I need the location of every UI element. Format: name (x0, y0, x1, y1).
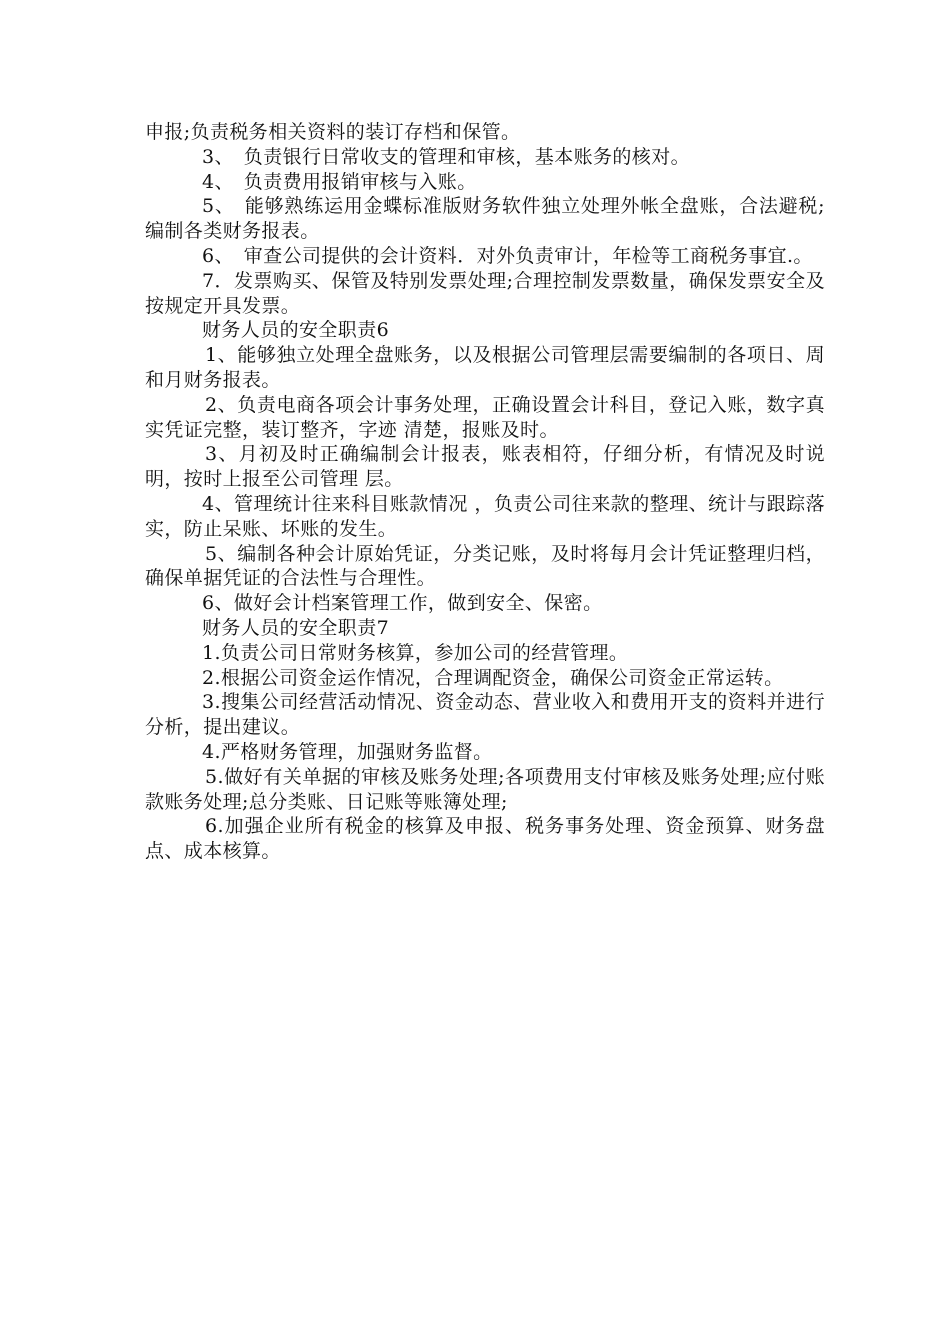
paragraph-duty-3: 3、 负责银行日常收支的管理和审核，基本账务的核对。 (202, 145, 690, 168)
paragraph-s6-item-3: 3、月初及时正确编制会计报表，账表相符，仔细分析，有情况及时说明，按时上报至公司管理 层。 (145, 443, 825, 491)
document-body (145, 120, 825, 864)
paragraph-s7-item-5: 5.做好有关单据的审核及账务处理;各项费用支付审核及账务处理;应付账款账务处理;总分类账、日记账等账簿处理; (145, 765, 825, 813)
paragraph-s6-item-4: 4、管理统计往来科目账款情况 ，负责公司往来款的整理、统计与跟踪落实，防止呆账、坏账的发生。 (145, 492, 825, 540)
paragraph-s6-item-5: 5、编制各种会计原始凭证，分类记账，及时将每月会计凭证整理归档，确保单据凭证的合法性与合理性。 (145, 542, 825, 590)
paragraph-s7-item-4: 4.严格财务管理，加强财务监督。 (202, 740, 493, 763)
paragraph-s6-item-2: 2、负责电商各项会计事务处理，正确设置会计科目，登记入账，数字真实凭证完整，装订整齐，字迹 清楚，报账及时。 (145, 393, 825, 441)
paragraph-s7-item-6: 6.加强企业所有税金的核算及申报、税务事务处理、资金预算、财务盘点、成本核算。 (145, 815, 825, 863)
paragraph-s7-item-2: 2.根据公司资金运作情况，合理调配资金，确保公司资金正常运转。 (202, 666, 784, 689)
paragraph-tax-filing: 申报;负责税务相关资料的装订存档和保管。 (145, 121, 521, 143)
paragraph-s6-item-1: 1、能够独立处理全盘账务，以及根据公司管理层需要编制的各项日、周和月财务报表。 (145, 344, 825, 391)
section-heading-7: 财务人员的安全职责7 (202, 616, 390, 639)
section-heading-6: 财务人员的安全职责6 (202, 319, 390, 342)
paragraph-s7-item-3: 3.搜集公司经营活动情况、资金动态、营业收入和费用开支的资料并进行分析，提出建议。 (145, 691, 825, 739)
paragraph-s6-item-6: 6、做好会计档案管理工作，做到安全、保密。 (202, 592, 603, 615)
paragraph-duty-5: 5、 能够熟练运用金蝶标准版财务软件独立处理外帐全盘账，合法避税;编制各类财务报表。 (145, 195, 825, 243)
paragraph-duty-6: 6、 审查公司提供的会计资料．对外负责审计，年检等工商税务事宜.。 (202, 244, 813, 267)
paragraph-s7-item-1: 1.负责公司日常财务核算，参加公司的经营管理。 (202, 641, 629, 664)
paragraph-duty-4: 4、 负责费用报销审核与入账。 (202, 170, 477, 193)
paragraph-duty-7: 7．发票购买、保管及特别发票处理;合理控制发票数量，确保发票安全及按规定开具发票。 (145, 269, 825, 317)
